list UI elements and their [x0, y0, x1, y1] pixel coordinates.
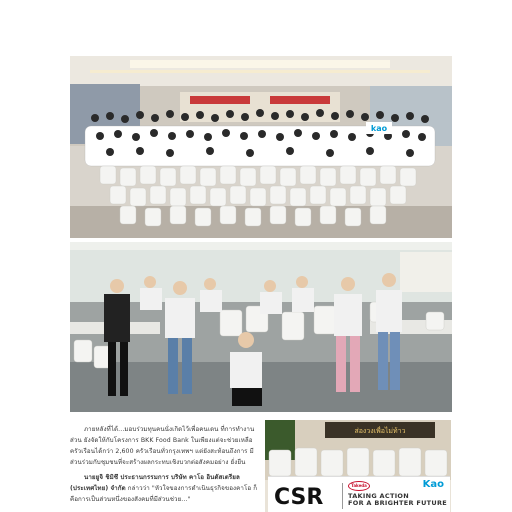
executive-quote: กล่าวว่า "หัวใจของการดำเนินธุรกิจของคาโอ ก็คือการเป็นส่วนหนึ่งของสังคมที่มีส่วนช่วย..." — [70, 485, 258, 503]
top-group-photo — [70, 56, 452, 238]
article-body — [70, 424, 260, 505]
csr-board — [268, 476, 450, 512]
csr-tagline — [348, 493, 447, 507]
top-photo-illustration — [70, 56, 452, 238]
kao-banner-top: kao — [370, 124, 388, 133]
executive-name: นายยูจิ ชิมิซึ ประธานกรรมการ บริษัท คาโอ อินดัสเตรียล (ประเทศไทย) จำกัด — [70, 474, 240, 492]
csr-divider — [342, 483, 343, 509]
kao-logo: Kao — [422, 479, 444, 490]
takeda-logo: Takeda — [348, 481, 370, 491]
csr-heading: CSR — [274, 485, 324, 510]
article-paragraph-2 — [70, 472, 260, 505]
csr-tagline-line-2: FOR A BRIGHTER FUTURE — [348, 499, 447, 507]
csr-tagline-line-1: TAKING ACTION — [348, 492, 409, 500]
middle-volunteer-photo — [70, 242, 452, 412]
middle-photo-illustration — [70, 242, 452, 412]
article-paragraph-1: ภายหลังที่ได้...มอบร่วมทุนคนนั่งเกิดไว้เพื่อคนเดน ที่การทำงานส่วน ยังจัดให้กับโครงการ BKK Food Bank ในเพียงแต่จะช่วยเหลือ ครัวเรือนได้กว่า 2,600 ครัวเรือนทั่วกรุงเทพฯ แต่ยังสะท้อนถึงการ มีส่วนร่วมกับชุมชนที่จะสร้างผลกระทบเชิงบวกต่อสังคมอย่าง ยั่งยืน — [70, 426, 255, 466]
bottom-bags-photo — [265, 420, 451, 512]
bottom-banner-text: ส่องวงเพื่อไม่ท้าว — [354, 427, 406, 435]
